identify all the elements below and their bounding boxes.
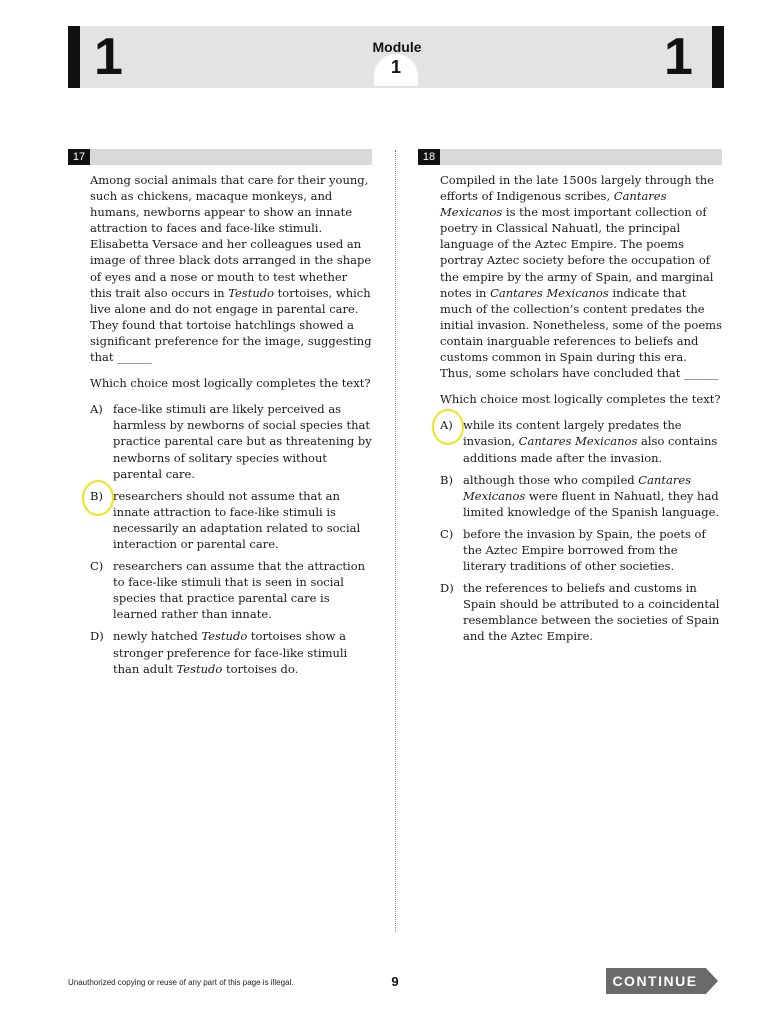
question-18-options (440, 417, 722, 644)
option-letter: A) (90, 402, 103, 417)
handwritten-circle-mark (82, 480, 114, 516)
option-text-segment: were fluent in Nahuatl, they had limited knowledge of the Spanish language. (463, 488, 720, 519)
option-letter: C) (440, 526, 454, 541)
header-left-bar (68, 26, 80, 88)
continue-button[interactable] (606, 968, 718, 994)
option-text-segment: Testudo (176, 661, 223, 676)
option-text-segment: Testudo (201, 629, 248, 644)
question-18 (440, 172, 722, 651)
passage-segment: is the most important collection of poetry in Classical Nahuatl, the principal language of the Aztec Empire. The poems portray Aztec society before the occupation of the empire by the army of Spain, and marginal notes in (440, 205, 714, 300)
option-text-segment: Cantares Mexicanos (518, 434, 638, 449)
option-text (113, 628, 372, 676)
module-label: Module (372, 39, 422, 55)
answer-option-d[interactable] (90, 628, 372, 676)
answer-option-a[interactable] (90, 401, 372, 481)
question-18-bar (418, 149, 722, 165)
option-text-segment: face-like stimuli are likely perceived as harmless by newborns of social species that practice parental care but as threatening by newborns of solitary species without parental care. (113, 402, 372, 481)
passage-segment: Cantares Mexicanos (490, 285, 609, 300)
section-number-right: 1 (664, 28, 693, 86)
passage-segment: Compiled in the late 1500s largely through the efforts of Indigenous scribes, (440, 173, 714, 204)
section-number-left: 1 (94, 28, 123, 86)
question-17-number: 17 (68, 149, 90, 165)
option-text-segment: the references to beliefs and customs in Spain should be attributed to a coincidental resemblance between the societies of Spain and the Aztec Empire. (463, 581, 720, 644)
passage-segment: Among social animals that care for their young, such as chickens, macaque monkeys, and humans, newborns appear to show an innate attraction to faces and face-like stimuli. Elisabetta Versace and her colleagues used an image of three black dots arranged in the shape of eyes and a nose or mouth to test whether this trait also occurs in (90, 173, 372, 300)
option-text (113, 558, 372, 622)
question-17-options (90, 401, 372, 677)
option-text (463, 417, 722, 465)
answer-option-b[interactable] (90, 488, 372, 552)
option-letter: A) (440, 418, 453, 433)
passage-segment: tortoises, which live alone and do not engage in parental care. They found that tortoise hatchlings showed a significant preference for the image, suggesting that ______ (90, 285, 372, 365)
passage-segment: Cantares Mexicanos (440, 189, 667, 220)
answer-option-b[interactable] (440, 472, 722, 520)
question-17-prompt: Which choice most logically completes the text? (90, 376, 371, 391)
option-letter: D) (90, 629, 104, 644)
option-letter: D) (440, 581, 454, 596)
option-text (113, 488, 372, 552)
option-text-segment: tortoises do. (222, 661, 299, 676)
answer-option-c[interactable] (440, 526, 722, 574)
answer-option-d[interactable] (440, 580, 722, 644)
answer-option-a[interactable] (440, 417, 722, 465)
option-text (113, 401, 372, 481)
option-text-segment: although those who compiled (463, 472, 639, 487)
option-text-segment: researchers should not assume that an innate attraction to face-like stimuli is necessarily an adaptation related to social interaction or parental care. (113, 488, 361, 551)
option-text-segment: also contains additions made after the invasion. (463, 434, 718, 465)
option-text-segment: before the invasion by Spain, the poets of the Aztec Empire borrowed from the literary traditions of other societies. (463, 526, 706, 574)
option-letter: B) (90, 488, 103, 503)
option-text-segment: researchers can assume that the attraction to face-like stimuli that is seen in social species that practice parental care is learned rather than innate. (113, 559, 366, 622)
column-divider (395, 150, 396, 932)
option-letter: C) (90, 559, 104, 574)
question-18-prompt: Which choice most logically completes the text? (440, 392, 721, 407)
passage-segment: Testudo (228, 285, 275, 300)
option-text (463, 580, 722, 644)
module-number: 1 (390, 57, 401, 77)
option-text-segment: tortoises show a stronger preference for face-like stimuli than adult (113, 629, 348, 676)
question-17-bar (68, 149, 372, 165)
option-text-segment: while its content largely predates the invasion, (463, 418, 682, 449)
question-18-number: 18 (418, 149, 440, 165)
option-text-segment: Cantares Mexicanos (463, 472, 692, 503)
continue-label: CONTINUE (612, 973, 698, 989)
option-letter: B) (440, 472, 453, 487)
question-17-passage (90, 172, 372, 365)
question-18-passage (440, 172, 722, 381)
page-number: 9 (391, 974, 399, 989)
question-17 (90, 172, 372, 683)
copyright-note: Unauthorized copying or reuse of any part of this page is illegal. (68, 978, 294, 987)
option-text (463, 526, 722, 574)
answer-option-c[interactable] (90, 558, 372, 622)
passage-segment: indicate that much of the collection’s content predates the initial invasion. Nonetheless, some of the poems contain inarguable references to beliefs and customs common in Spain during this era. Thus, some scholars have concluded that ______ (440, 285, 722, 381)
header-right-bar (712, 26, 724, 88)
option-text-segment: newly hatched (113, 629, 202, 644)
option-text (463, 472, 722, 520)
